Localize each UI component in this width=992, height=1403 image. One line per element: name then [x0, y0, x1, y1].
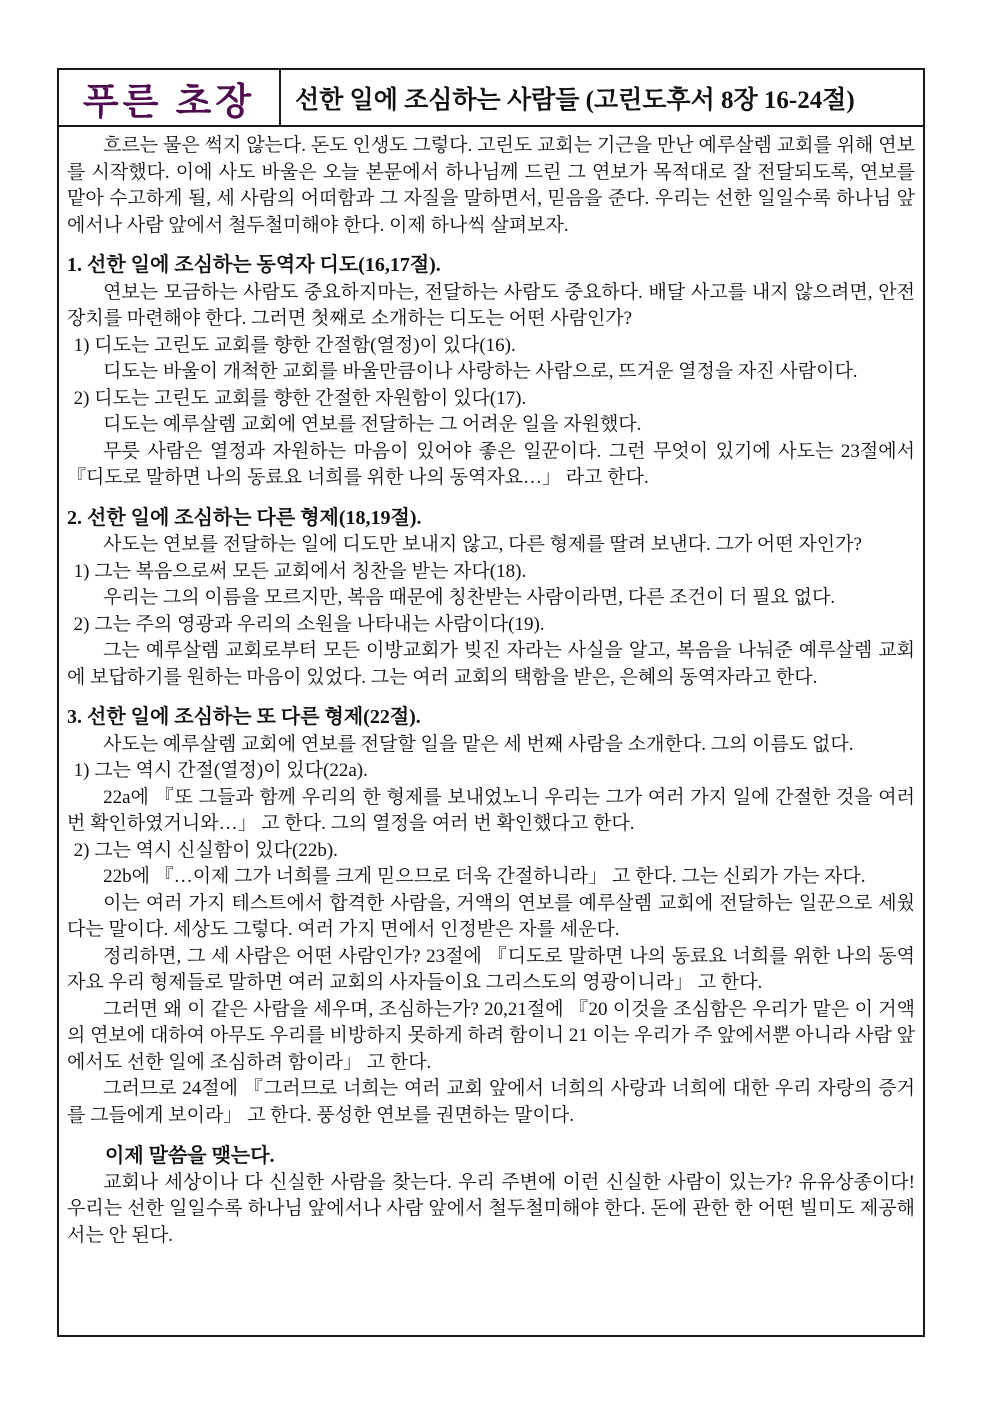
section-3-paragraph: 22a에 『또 그들과 함께 우리의 한 형제를 보내었노니 우리는 그가 여러 가지 일에 간절한 것을 여러 번 확인하였거니와…」 고 한다. 그의 열정을 여러 번 확인했다고 한다.: [67, 786, 915, 834]
section-3-paragraph: 사도는 예루살렘 교회에 연보를 전달할 일을 맡은 세 번째 사람을 소개한다. 그의 이름도 없다.: [103, 733, 854, 755]
section-2-point-1: 1) 그는 복음으로써 모든 교회에서 칭찬을 받는 자다(18).: [73, 560, 527, 582]
section-3-paragraph: 22b에 『…이제 그가 너희를 크게 믿으므로 더욱 간절하니라」 고 한다. 그는 신뢰가 가는 자다.: [103, 866, 866, 887]
closing-heading: 이제 말씀을 맺는다.: [105, 1145, 275, 1167]
section-3-heading: 3. 선한 일에 조심하는 또 다른 형제(22절).: [67, 706, 421, 728]
section-1-point-1: 1) 디도는 고린도 교회를 향한 간절함(열정)이 있다(16).: [73, 334, 516, 356]
masthead-cell: [59, 70, 281, 125]
title-cell: [281, 70, 923, 125]
section-3-paragraph: 그러면 왜 이 같은 사람을 세우며, 조심하는가? 20,21절에 『20 이것을 조심함은 우리가 맡은 이 거액의 연보에 대하여 아무도 우리를 비방하지 못하게 하려 함이니 21 이는 우리가 주 앞에서뿐 아니라 사람 앞에서도 선한 일에 조심하려 함이라」 고 한다.: [67, 998, 915, 1073]
section-1-paragraph: 무릇 사람은 열정과 자원하는 마음이 있어야 좋은 일꾼이다. 그런 무엇이 있기에 사도는 23절에서 『디도로 말하면 나의 동료요 너희를 위한 나의 동역자요…」 라고 한다.: [67, 440, 915, 488]
section-3-point-2: 2) 그는 역시 신실함이 있다(22b).: [73, 839, 338, 861]
section-2-paragraph: 그는 예루살렘 교회로부터 모든 이방교회가 빚진 자라는 사실을 알고, 복음을 나눠준 예루살렘 교회에 보답하기를 원하는 마음이 있었다. 그는 여러 교회의 택함을 받은, 은혜의 동역자라고 한다.: [67, 640, 915, 688]
section-3-paragraph: 그러므로 24절에 『그러므로 너희는 여러 교회 앞에서 너희의 사랑과 너희에 대한 우리 자랑의 증거를 그들에게 보이라」 고 한다. 풍성한 연보를 권면하는 말이다.: [67, 1078, 915, 1126]
document-body: [57, 125, 925, 1337]
section-2-heading: 2. 선한 일에 조심하는 다른 형제(18,19절).: [67, 506, 422, 529]
document-title: 선한 일에 조심하는 사람들 (고린도후서 8장 16-24절): [295, 86, 855, 114]
section-1-paragraph: 연보는 모금하는 사람도 중요하지마는, 전달하는 사람도 중요하다. 배달 사고를 내지 않으려면, 안전장치를 마련해야 한다. 그러면 첫째로 소개하는 디도는 어떤 사람인가?: [67, 281, 915, 329]
intro-paragraph: 흐르는 물은 썩지 않는다. 돈도 인생도 그렇다. 고린도 교회는 기근을 만난 예루살렘 교회를 위해 연보를 시작했다. 이에 사도 바울은 오늘 본문에서 하나님께 드린 그 연보가 목적대로 잘 전달되도록, 연보를 맡아 수고하게 될, 세 사람의 어떠함과 그 자질을 말하면서, 믿음을 준다. 우리는 선한 일일수록 하나님 앞에서나 사람 앞에서 철두철미해야 한다. 이제 하나씩 살펴보자.: [67, 135, 915, 236]
document-header: [57, 68, 925, 125]
section-3-paragraph: 정리하면, 그 세 사람은 어떤 사람인가? 23절에 『디도로 말하면 나의 동료요 너희를 위한 나의 동역자요 우리 형제들로 말하면 여러 교회의 사자들이요 그리스도의 영광이니라」 고 한다.: [67, 945, 915, 993]
document-sheet: [57, 68, 925, 1337]
section-3-point-1: 1) 그는 역시 간절(열정)이 있다(22a).: [73, 760, 368, 781]
section-1-paragraph: 디도는 바울이 개척한 교회를 바울만큼이나 사랑하는 사람으로, 뜨거운 열정을 자진 사람이다.: [103, 361, 858, 382]
section-1-point-2: 2) 디도는 고린도 교회를 향한 간절한 자원함이 있다(17).: [73, 387, 527, 409]
section-1-paragraph: 디도는 예루살렘 교회에 연보를 전달하는 그 어려운 일을 자원했다.: [103, 414, 642, 435]
closing-paragraph: 교회나 세상이나 다 신실한 사람을 찾는다. 우리 주변에 이런 신실한 사람이 있는가? 유유상종이다! 우리는 선한 일일수록 하나님 앞에서나 사람 앞에서 철두철미해야 한다. 돈에 관한 한 어떤 빌미도 제공해서는 안 된다.: [67, 1171, 915, 1246]
section-2-point-2: 2) 그는 주의 영광과 우리의 소원을 나타내는 사람이다(19).: [73, 613, 545, 635]
masthead-title: 푸른 초장: [82, 81, 256, 123]
section-3-paragraph: 이는 여러 가지 테스트에서 합격한 사람을, 거액의 연보를 예루살렘 교회에 전달하는 일꾼으로 세웠다는 말이다. 세상도 그렇다. 여러 가지 면에서 인정받은 자를 세운다.: [67, 892, 915, 940]
section-2-paragraph: 사도는 연보를 전달하는 일에 디도만 보내지 않고, 다른 형제를 딸려 보낸다. 그가 어떤 자인가?: [103, 534, 862, 555]
section-2-paragraph: 우리는 그의 이름을 모르지만, 복음 때문에 칭찬받는 사람이라면, 다른 조건이 더 필요 없다.: [103, 587, 836, 608]
section-1-heading: 1. 선한 일에 조심하는 동역자 디도(16,17절).: [67, 254, 441, 276]
